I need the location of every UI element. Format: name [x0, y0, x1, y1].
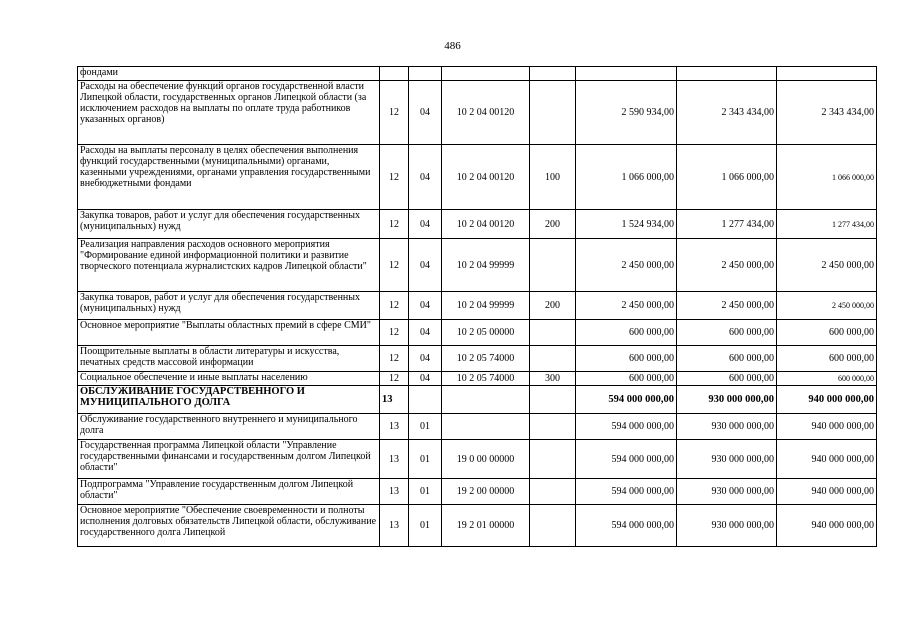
row-target-article: 10 2 05 00000	[442, 320, 530, 346]
row-amount-year1: 2 590 934,00	[576, 81, 677, 145]
row-amount-year3: 600 000,00	[777, 320, 877, 346]
row-target-article: 10 2 04 99999	[442, 239, 530, 292]
row-name: Основное мероприятие "Выплаты областных премий в сфере СМИ"	[78, 320, 380, 346]
row-target-article: 10 2 04 00120	[442, 81, 530, 145]
row-section: 12	[380, 292, 409, 320]
row-subsection: 01	[409, 414, 442, 440]
row-amount-year2: 600 000,00	[677, 346, 777, 372]
table-row	[78, 372, 877, 386]
row-expense-type: 100	[530, 145, 576, 210]
row-target-article: 10 2 04 00120	[442, 145, 530, 210]
row-subsection: 04	[409, 145, 442, 210]
row-amount-year2: 1 277 434,00	[677, 210, 777, 239]
row-amount-year3	[777, 67, 877, 81]
row-target-article: 19 2 00 00000	[442, 479, 530, 505]
row-expense-type: 200	[530, 292, 576, 320]
row-section: 13	[380, 505, 409, 547]
row-section: 13	[380, 440, 409, 479]
table-row	[78, 320, 877, 346]
row-name: Государственная программа Липецкой области "Управление государственными финансами и государственным долгом Липецкой области"	[78, 440, 380, 479]
table-row	[78, 505, 877, 547]
row-name: Реализация направления расходов основного мероприятия "Формирование единой информационной политики и развитие творческого потенциала журналистских кадров Липецкой области"	[78, 239, 380, 292]
table-row	[78, 479, 877, 505]
page-number: 486	[444, 40, 461, 52]
row-expense-type	[530, 386, 576, 414]
table-row	[78, 414, 877, 440]
row-name: ОБСЛУЖИВАНИЕ ГОСУДАРСТВЕННОГО И МУНИЦИПАЛЬНОГО ДОЛГА	[78, 386, 380, 414]
row-amount-year1: 594 000 000,00	[576, 505, 677, 547]
budget-table	[77, 66, 877, 547]
row-amount-year3: 940 000 000,00	[777, 505, 877, 547]
row-target-article: 10 2 04 00120	[442, 210, 530, 239]
row-expense-type: 200	[530, 210, 576, 239]
row-subsection: 04	[409, 210, 442, 239]
table-row	[78, 210, 877, 239]
row-amount-year2: 2 450 000,00	[677, 292, 777, 320]
row-amount-year1: 600 000,00	[576, 346, 677, 372]
row-amount-year3: 2 450 000,00	[777, 239, 877, 292]
row-subsection: 01	[409, 479, 442, 505]
row-section: 12	[380, 372, 409, 386]
row-name: Обслуживание государственного внутреннего и муниципального долга	[78, 414, 380, 440]
table-row	[78, 145, 877, 210]
row-amount-year3: 2 450 000,00	[777, 292, 877, 320]
row-amount-year3: 1 066 000,00	[777, 145, 877, 210]
row-amount-year1: 600 000,00	[576, 372, 677, 386]
row-section: 13	[380, 386, 409, 414]
row-section	[380, 67, 409, 81]
row-amount-year1: 1 524 934,00	[576, 210, 677, 239]
row-amount-year2: 1 066 000,00	[677, 145, 777, 210]
row-amount-year2: 930 000 000,00	[677, 440, 777, 479]
row-target-article	[442, 386, 530, 414]
row-amount-year2: 930 000 000,00	[677, 414, 777, 440]
row-name: Основное мероприятие "Обеспечение своевременности и полноты исполнения долговых обязательств Липецкой области, обслуживание государственного долга Липецкой	[78, 505, 380, 547]
row-subsection	[409, 386, 442, 414]
row-amount-year3: 940 000 000,00	[777, 440, 877, 479]
table-row	[78, 239, 877, 292]
row-target-article	[442, 414, 530, 440]
row-name: Закупка товаров, работ и услуг для обеспечения государственных (муниципальных) нужд	[78, 210, 380, 239]
row-section: 13	[380, 414, 409, 440]
row-amount-year3: 940 000 000,00	[777, 414, 877, 440]
row-subsection: 04	[409, 320, 442, 346]
row-name: фондами	[78, 67, 380, 81]
row-expense-type	[530, 505, 576, 547]
row-name: Расходы на обеспечение функций органов государственной власти Липецкой области, государственных органов Липецкой области (за исключением расходов на выплаты по оплате труда работников указанных органов)	[78, 81, 380, 145]
row-subsection: 01	[409, 440, 442, 479]
table-row	[78, 67, 877, 81]
row-section: 12	[380, 239, 409, 292]
row-section: 12	[380, 81, 409, 145]
row-expense-type	[530, 320, 576, 346]
row-amount-year1: 2 450 000,00	[576, 292, 677, 320]
row-amount-year1	[576, 67, 677, 81]
row-section: 12	[380, 210, 409, 239]
row-subsection: 04	[409, 81, 442, 145]
row-expense-type	[530, 479, 576, 505]
row-expense-type	[530, 239, 576, 292]
row-expense-type	[530, 414, 576, 440]
table-row	[78, 81, 877, 145]
budget-table-body	[78, 67, 877, 547]
row-amount-year1: 600 000,00	[576, 320, 677, 346]
row-amount-year1: 1 066 000,00	[576, 145, 677, 210]
row-section: 12	[380, 320, 409, 346]
row-section: 12	[380, 145, 409, 210]
row-amount-year2: 600 000,00	[677, 320, 777, 346]
row-amount-year3: 600 000,00	[777, 346, 877, 372]
row-amount-year2: 2 343 434,00	[677, 81, 777, 145]
row-subsection: 04	[409, 372, 442, 386]
row-target-article: 10 2 05 74000	[442, 346, 530, 372]
row-amount-year2: 930 000 000,00	[677, 479, 777, 505]
row-amount-year3: 600 000,00	[777, 372, 877, 386]
row-amount-year1: 2 450 000,00	[576, 239, 677, 292]
row-amount-year1: 594 000 000,00	[576, 414, 677, 440]
row-amount-year1: 594 000 000,00	[576, 386, 677, 414]
row-target-article: 10 2 04 99999	[442, 292, 530, 320]
row-amount-year2	[677, 67, 777, 81]
row-target-article: 19 0 00 00000	[442, 440, 530, 479]
row-subsection	[409, 67, 442, 81]
row-amount-year1: 594 000 000,00	[576, 440, 677, 479]
row-subsection: 04	[409, 346, 442, 372]
row-expense-type	[530, 346, 576, 372]
row-amount-year3: 2 343 434,00	[777, 81, 877, 145]
row-amount-year3: 940 000 000,00	[777, 479, 877, 505]
row-section: 12	[380, 346, 409, 372]
row-target-article	[442, 67, 530, 81]
row-name: Расходы на выплаты персоналу в целях обеспечения выполнения функций государственными (муниципальными) органами, казенными учреждениями, органами управления государственными внебюджетными фондами	[78, 145, 380, 210]
row-target-article: 10 2 05 74000	[442, 372, 530, 386]
row-amount-year2: 930 000 000,00	[677, 505, 777, 547]
row-section: 13	[380, 479, 409, 505]
row-amount-year2: 600 000,00	[677, 372, 777, 386]
row-amount-year3: 940 000 000,00	[777, 386, 877, 414]
table-row	[78, 292, 877, 320]
row-subsection: 04	[409, 239, 442, 292]
row-name: Закупка товаров, работ и услуг для обеспечения государственных (муниципальных) нужд	[78, 292, 380, 320]
row-expense-type	[530, 440, 576, 479]
table-row	[78, 386, 877, 414]
row-name: Подпрограмма "Управление государственным долгом Липецкой области"	[78, 479, 380, 505]
row-expense-type	[530, 81, 576, 145]
row-name: Социальное обеспечение и иные выплаты населению	[78, 372, 380, 386]
row-expense-type: 300	[530, 372, 576, 386]
row-target-article: 19 2 01 00000	[442, 505, 530, 547]
row-expense-type	[530, 67, 576, 81]
row-subsection: 04	[409, 292, 442, 320]
table-row	[78, 440, 877, 479]
row-amount-year2: 930 000 000,00	[677, 386, 777, 414]
row-subsection: 01	[409, 505, 442, 547]
table-row	[78, 346, 877, 372]
row-name: Поощрительные выплаты в области литературы и искусства, печатных средств массовой информации	[78, 346, 380, 372]
row-amount-year2: 2 450 000,00	[677, 239, 777, 292]
row-amount-year3: 1 277 434,00	[777, 210, 877, 239]
row-amount-year1: 594 000 000,00	[576, 479, 677, 505]
